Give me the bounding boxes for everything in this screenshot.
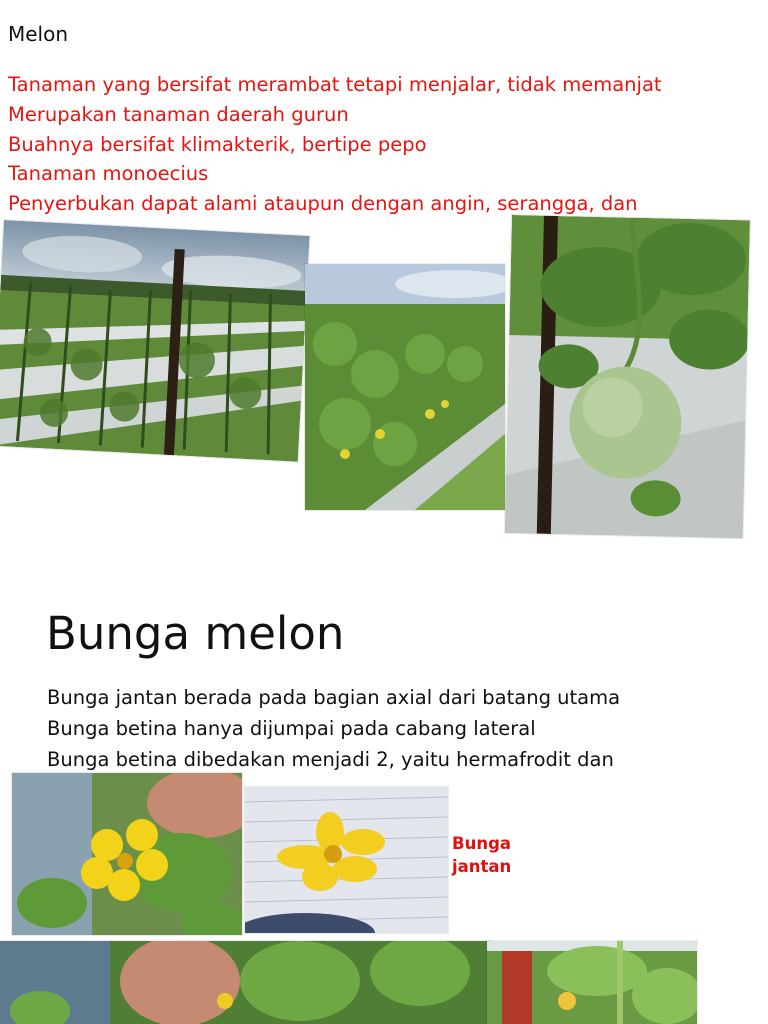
melon-field-photo [0, 220, 310, 462]
flower-description-list [47, 682, 747, 775]
list-item: Bunga betina hanya dijumpai pada cabang lateral [47, 717, 536, 740]
list-item: Tanaman monoecius [8, 162, 209, 186]
label-line: jantan [452, 857, 512, 876]
section-title: Bunga melon [46, 607, 345, 660]
label-line: Bunga [452, 834, 512, 853]
melon-characteristics-list [8, 70, 760, 237]
melon-fruit-photo [505, 215, 750, 538]
list-item: Bunga jantan berada pada bagian axial dari batang utama [47, 686, 621, 709]
male-flower-on-paper-photo [245, 787, 448, 933]
female-flower-field-photo [487, 941, 697, 1024]
page-heading: Melon [8, 22, 69, 46]
melon-vine-row-photo [305, 264, 505, 510]
male-flower-label [452, 832, 532, 878]
list-item: Penyerbukan dapat alami ataupun dengan angin, serangga, dan [8, 192, 638, 216]
female-flower-photo [0, 941, 490, 1024]
list-item: Bunga betina dibedakan menjadi 2, yaitu hermafrodit dan [47, 748, 614, 771]
list-item: Buahnya bersifat klimakterik, bertipe pepo [8, 132, 427, 156]
list-item: Merupakan tanaman daerah gurun [8, 102, 349, 126]
list-item: Tanaman yang bersifat merambat tetapi menjalar, tidak memanjat [8, 73, 662, 96]
male-flower-in-hand-photo [12, 773, 242, 935]
